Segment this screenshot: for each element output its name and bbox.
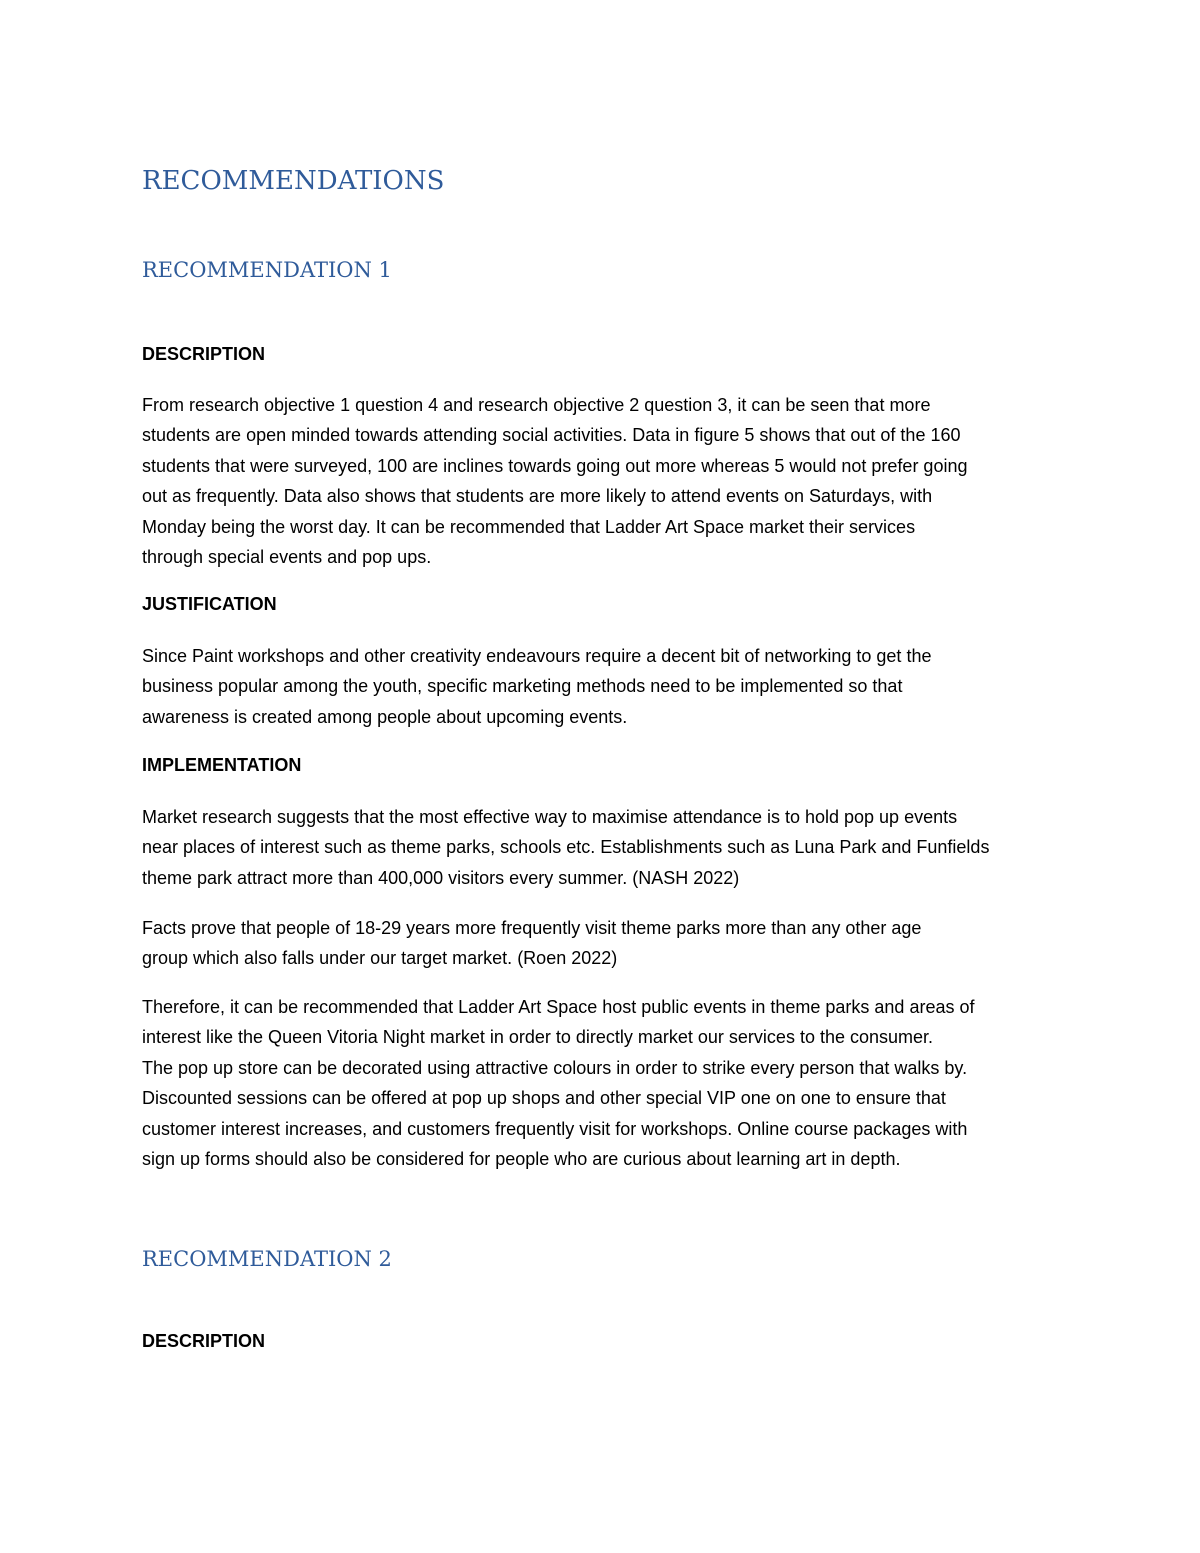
recommendation-1-description-label: DESCRIPTION: [142, 344, 266, 364]
recommendation-1-heading: RECOMMENDATION 1: [142, 258, 392, 282]
text-line: Facts prove that people of 18-29 years more frequently visit theme parks more than any other age: [142, 918, 922, 938]
text-line: through special events and pop ups.: [142, 547, 432, 568]
text-line: near places of interest such as theme parks, schools etc. Establishments such as Luna Park and Funfields: [142, 837, 990, 858]
text-line: theme park attract more than 400,000 visitors every summer. (NASH 2022): [142, 867, 740, 888]
text-line: Market research suggests that the most effective way to maximise attendance is to hold pop up events: [142, 807, 958, 827]
text-line: sign up forms should also be considered for people who are curious about learning art in depth.: [142, 1149, 901, 1170]
recommendation-1-justification-label: JUSTIFICATION: [142, 594, 277, 614]
recommendation-1-implementation-label: IMPLEMENTATION: [142, 755, 302, 775]
text-line: interest like the Queen Vitoria Night market in order to directly market our services to the consumer.: [142, 1027, 934, 1048]
recommendation-2-heading: RECOMMENDATION 2: [142, 1247, 392, 1271]
text-line: awareness is created among people about upcoming events.: [142, 706, 628, 727]
text-line: group which also falls under our target market. (Roen 2022): [142, 948, 618, 969]
recommendation-1-justification-text: [142, 641, 1062, 732]
text-line: The pop up store can be decorated using attractive colours in order to strike every person that walks by.: [142, 1057, 968, 1078]
text-line: customer interest increases, and customers frequently visit for workshops. Online course packages with: [142, 1118, 968, 1139]
recommendation-2-description-label: DESCRIPTION: [142, 1331, 266, 1351]
text-line: Therefore, it can be recommended that Ladder Art Space host public events in theme parks and areas of: [142, 997, 975, 1017]
text-line: out as frequently. Data also shows that students are more likely to attend events on Saturdays, with: [142, 486, 933, 507]
recommendation-1-implementation-para-3: [142, 992, 1062, 1174]
recommendation-1-description-text: [142, 390, 1062, 572]
recommendation-1-implementation-para-1: [142, 802, 1062, 893]
text-line: From research objective 1 question 4 and research objective 2 question 3, it can be seen that more: [142, 395, 931, 415]
text-line: Monday being the worst day. It can be recommended that Ladder Art Space market their services: [142, 516, 916, 537]
text-line: Discounted sessions can be offered at pop up shops and other special VIP one on one to ensure that: [142, 1088, 946, 1109]
text-line: business popular among the youth, specific marketing methods need to be implemented so that: [142, 676, 903, 697]
recommendation-1-implementation-para-2: [142, 913, 1062, 974]
document-title: RECOMMENDATIONS: [142, 166, 445, 196]
text-line: students are open minded towards attending social activities. Data in figure 5 shows that out of the 160: [142, 425, 961, 446]
text-line: students that were surveyed, 100 are inclines towards going out more whereas 5 would not prefer going: [142, 455, 968, 476]
text-line: Since Paint workshops and other creativity endeavours require a decent bit of networking to get the: [142, 646, 932, 666]
